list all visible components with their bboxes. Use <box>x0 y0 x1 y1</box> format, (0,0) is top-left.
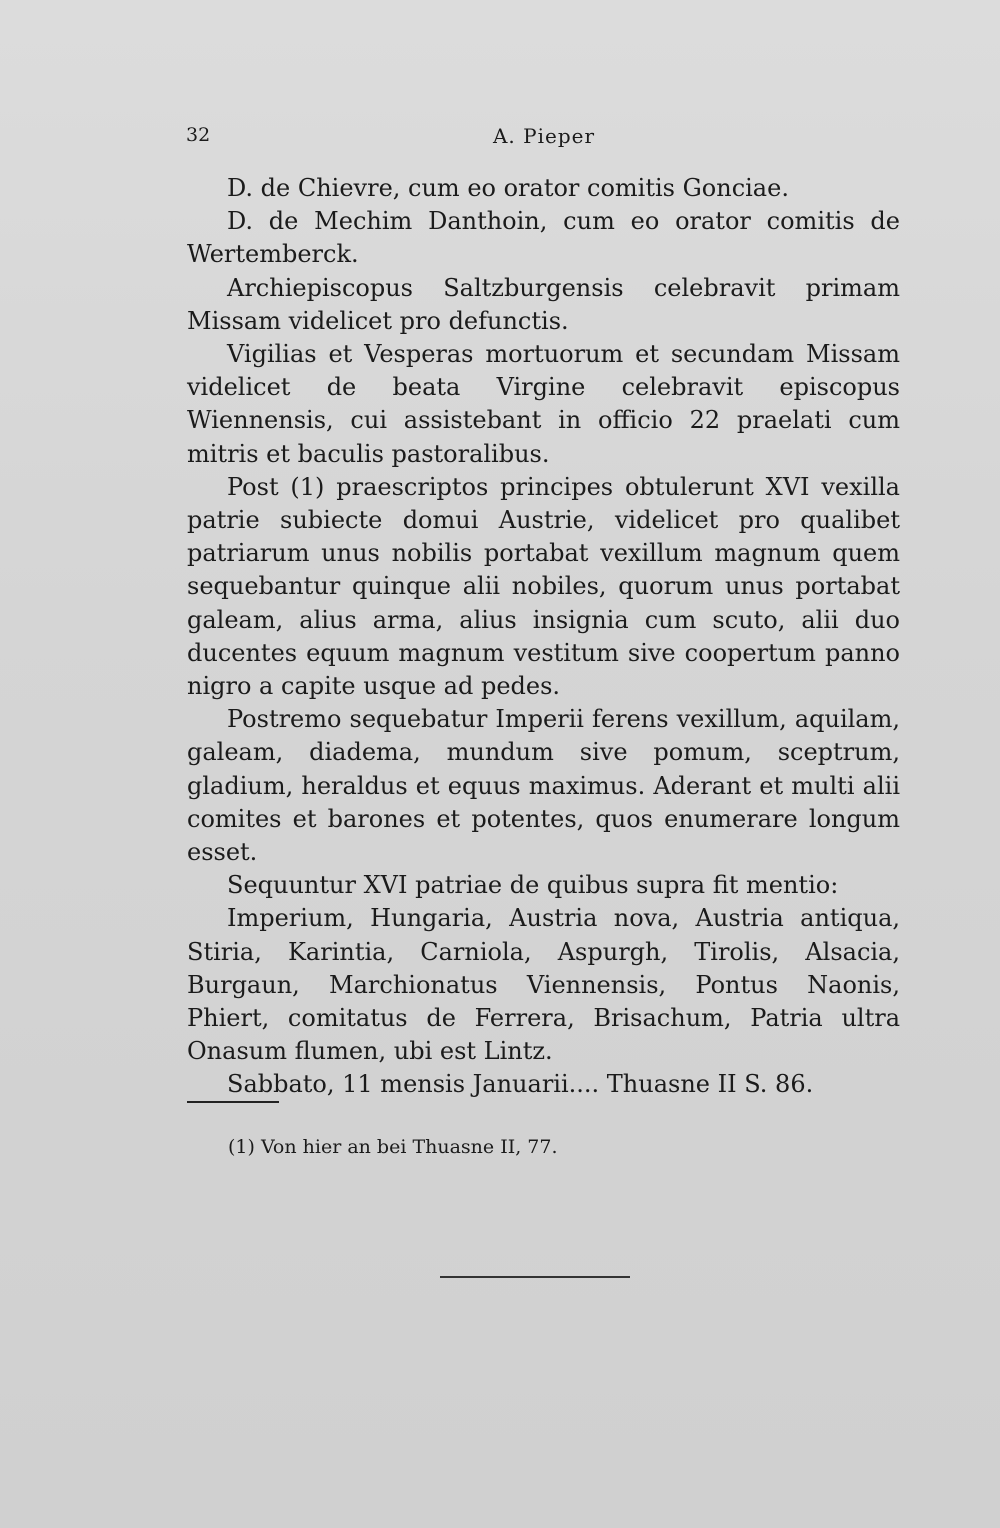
paragraph: Sequuntur XVI patriae de quibus supra fit mentio: <box>227 871 839 900</box>
page-number: 32 <box>186 124 211 146</box>
footnote: (1) Von hier an bei Thuasne II, 77. <box>228 1136 558 1158</box>
paragraph: Post (1) praescriptos principes obtulerunt XVI vexilla patrie subiecte domui Austrie, videlicet pro qualibet patriarum unus nobilis portabat vexillum magnum quem sequebantur quinque alii nobiles, quorum unus portabat galeam, alius arma, alius insignia cum scuto, alii duo ducentes equum magnum vestitum sive coopertum panno nigro a capite usque ad pedes. <box>187 472 900 701</box>
running-head: A. Pieper <box>492 124 596 148</box>
paragraph: D. de Mechim Danthoin, cum eo orator comitis de Wertemberck. <box>187 207 900 269</box>
paragraph: Postremo sequebatur Imperii ferens vexillum, aquilam, galeam, diadema, mundum sive pomum, sceptrum, gladium, heraldus et equus maximus. Aderant et multi alii comites et barones et potentes, quos enumerare longum esset. <box>187 705 900 867</box>
main-text <box>187 172 900 1102</box>
paragraph: Imperium, Hungaria, Austria nova, Austria antiqua, Stiria, Karintia, Carniola, Aspurgh, Tirolis, Alsacia, Burgaun, Marchionatus Viennensis, Pontus Naonis, Phiert, comitatus de Ferrera, Brisachum, Patria ultra Onasum flumen, ubi est Lintz. <box>187 904 900 1066</box>
paragraph: Sabbato, 11 mensis Januarii.... Thuasne II S. 86. <box>227 1070 814 1099</box>
footnote-separator <box>187 1101 279 1103</box>
page-header <box>186 124 902 154</box>
paragraph: Vigilias et Vesperas mortuorum et secundam Missam videlicet de beata Virgine celebravit episcopus Wiennensis, cui assistebant in officio 22 praelati cum mitris et baculis pastoralibus. <box>187 340 900 468</box>
paragraph: D. de Chievre, cum eo orator comitis Gonciae. <box>227 174 789 202</box>
end-rule <box>440 1276 630 1278</box>
paragraph: Archiepiscopus Saltzburgensis celebravit primam Missam videlicet pro defunctis. <box>187 273 900 335</box>
